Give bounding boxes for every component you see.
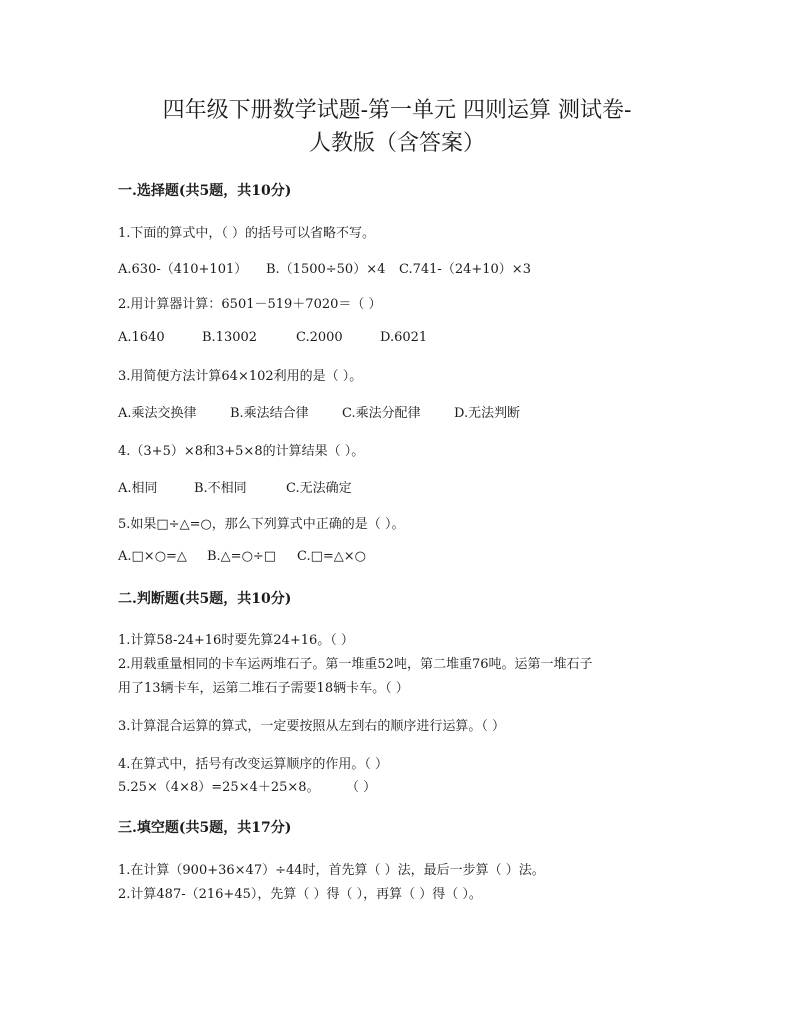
question-1-4-stem: 4.（3+5）×8和3+5×8的计算结果（ ）。 — [118, 444, 365, 459]
section-1-heading: 一.选择题(共5题，共10分) — [118, 183, 292, 199]
option-b: B.不相同 — [194, 481, 247, 496]
option-c: C.□=△×○ — [297, 549, 367, 564]
option-a: A.相同 — [118, 481, 158, 496]
option-b: B.13002 — [202, 330, 258, 345]
question-1-3-stem: 3.用简便方法计算64×102利用的是（ ）。 — [118, 369, 363, 384]
question-1-5-stem: 5.如果□÷△=○，那么下列算式中正确的是（ ）。 — [118, 517, 405, 532]
option-c: C.2000 — [296, 330, 343, 345]
question-1-1-options — [118, 258, 531, 277]
question-1-5-options — [118, 549, 366, 564]
fill-1: 1.在计算（900+36×47）÷44时，首先算（ ）法，最后一步算（ ）法。 — [118, 863, 545, 878]
option-c: C.741-（24+10）×3 — [399, 262, 531, 277]
section-2-heading: 二.判断题(共5题，共10分) — [118, 591, 292, 607]
question-1-3-options — [118, 402, 520, 421]
question-1-2-stem: 2.用计算器计算：6501－519＋7020＝（ ） — [118, 297, 382, 312]
judge-5-answer-bracket: （ ） — [346, 780, 377, 795]
option-c: C.无法确定 — [286, 481, 352, 496]
judge-1: 1.计算58-24+16时要先算24+16。（ ） — [118, 633, 354, 648]
option-b: B.（1500÷50）×4 — [266, 262, 386, 277]
option-d: D.无法判断 — [454, 406, 521, 421]
option-a: A.□×○=△ — [118, 549, 187, 564]
option-b: B.乘法结合律 — [230, 406, 309, 421]
option-a: A.630-（410+101） — [118, 262, 248, 277]
option-b: B.△=○÷□ — [207, 549, 277, 564]
question-1-2-options — [118, 330, 427, 345]
document-title-line-2: 人教版（含答案） — [308, 131, 485, 156]
option-c: C.乘法分配律 — [342, 406, 421, 421]
fill-2: 2.计算487-（216+45），先算（ ）得（ ），再算（ ）得（ ）。 — [118, 887, 482, 902]
section-3-heading: 三.填空题(共5题，共17分) — [118, 820, 292, 836]
option-a: A.1640 — [118, 330, 165, 345]
judge-3: 3.计算混合运算的算式，一定要按照从左到右的顺序进行运算。（ ） — [118, 719, 506, 734]
judge-5 — [118, 776, 376, 795]
question-1-1-stem: 1.下面的算式中，（ ）的括号可以省略不写。 — [118, 226, 376, 241]
judge-5-text: 5.25×（4×8）=25×4＋25×8。 — [118, 780, 320, 795]
document-title-line-1: 四年级下册数学试题-第一单元 四则运算 测试卷- — [162, 98, 632, 123]
option-d: D.6021 — [380, 330, 428, 345]
judge-2-line-1: 2.用载重量相同的卡车运两堆石子。第一堆重52吨，第二堆重76吨。运第一堆石子 — [118, 657, 593, 672]
judge-2-line-2: 用了13辆卡车，运第二堆石子需要18辆卡车。（ ） — [118, 681, 409, 696]
option-a: A.乘法交换律 — [118, 406, 197, 421]
judge-4: 4.在算式中，括号有改变运算顺序的作用。（ ） — [118, 757, 389, 772]
question-1-4-options — [118, 477, 352, 496]
